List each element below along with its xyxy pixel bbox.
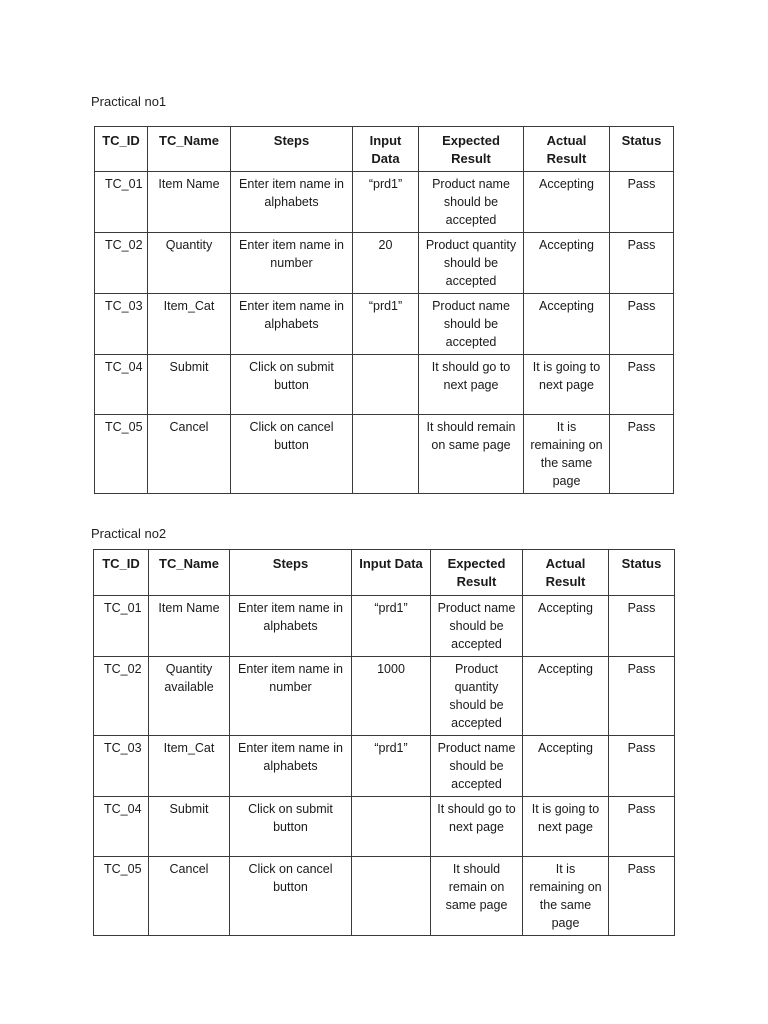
header-tc-name: TC_Name — [149, 550, 230, 596]
cell-actual-result: Accepting — [523, 736, 609, 797]
table-header-row — [95, 127, 674, 172]
cell-actual-result: It is remaining on the same page — [524, 415, 610, 494]
table-row — [94, 596, 675, 657]
cell-tc-name: Quantity — [148, 233, 231, 294]
cell-steps: Enter item name in alphabets — [230, 736, 352, 797]
cell-tc-name: Item_Cat — [148, 294, 231, 355]
cell-tc-name: Submit — [149, 797, 230, 857]
table-row — [94, 857, 675, 936]
header-expected-result: Expected Result — [419, 127, 524, 172]
cell-tc-id: TC_03 — [95, 294, 148, 355]
cell-steps: Enter item name in alphabets — [230, 596, 352, 657]
practical-2-title: Practical no2 — [91, 526, 167, 541]
cell-tc-id: TC_05 — [95, 415, 148, 494]
cell-status: Pass — [610, 415, 674, 494]
table-row — [94, 797, 675, 857]
table-row — [95, 355, 674, 415]
table-header-row — [94, 550, 675, 596]
cell-actual-result: It is going to next page — [523, 797, 609, 857]
header-status: Status — [610, 127, 674, 172]
cell-steps: Click on cancel button — [230, 857, 352, 936]
cell-tc-id: TC_01 — [94, 596, 149, 657]
cell-status: Pass — [609, 657, 675, 736]
practical-1-test-case-table — [94, 126, 674, 494]
table-row — [95, 294, 674, 355]
practical-2-test-case-table — [93, 549, 675, 936]
cell-tc-name: Cancel — [149, 857, 230, 936]
cell-expected-result: Product name should be accepted — [419, 294, 524, 355]
cell-expected-result: It should go to next page — [431, 797, 523, 857]
practical-1-title: Practical no1 — [91, 94, 167, 109]
header-input-data: Input Data — [353, 127, 419, 172]
cell-status: Pass — [610, 355, 674, 415]
cell-steps: Enter item name in number — [230, 657, 352, 736]
cell-status: Pass — [610, 233, 674, 294]
table-row — [94, 736, 675, 797]
cell-tc-id: TC_02 — [95, 233, 148, 294]
cell-tc-name: Quantity available — [149, 657, 230, 736]
header-expected-result: Expected Result — [431, 550, 523, 596]
table-row — [95, 233, 674, 294]
cell-actual-result: Accepting — [524, 172, 610, 233]
cell-steps: Enter item name in alphabets — [231, 172, 353, 233]
cell-tc-id: TC_02 — [94, 657, 149, 736]
cell-expected-result: Product name should be accepted — [419, 172, 524, 233]
cell-status: Pass — [609, 736, 675, 797]
cell-expected-result: Product name should be accepted — [431, 736, 523, 797]
cell-tc-id: TC_01 — [95, 172, 148, 233]
cell-status: Pass — [609, 857, 675, 936]
cell-status: Pass — [610, 172, 674, 233]
cell-expected-result: Product name should be accepted — [431, 596, 523, 657]
cell-steps: Enter item name in number — [231, 233, 353, 294]
cell-status: Pass — [609, 797, 675, 857]
header-tc-name: TC_Name — [148, 127, 231, 172]
cell-expected-result: It should go to next page — [419, 355, 524, 415]
cell-expected-result: Product quantity should be accepted — [419, 233, 524, 294]
table-row — [95, 172, 674, 233]
cell-actual-result: Accepting — [524, 233, 610, 294]
cell-expected-result: It should remain on same page — [419, 415, 524, 494]
cell-steps: Click on cancel button — [231, 415, 353, 494]
cell-status: Pass — [609, 596, 675, 657]
header-steps: Steps — [231, 127, 353, 172]
header-tc-id: TC_ID — [94, 550, 149, 596]
cell-tc-id: TC_03 — [94, 736, 149, 797]
header-actual-result: Actual Result — [524, 127, 610, 172]
cell-tc-name: Item_Cat — [149, 736, 230, 797]
cell-input-data — [353, 355, 419, 415]
cell-input-data: “prd1” — [353, 294, 419, 355]
header-tc-id: TC_ID — [95, 127, 148, 172]
cell-input-data: “prd1” — [352, 596, 431, 657]
cell-actual-result: It is going to next page — [524, 355, 610, 415]
header-actual-result: Actual Result — [523, 550, 609, 596]
cell-actual-result: It is remaining on the same page — [523, 857, 609, 936]
table-row — [94, 657, 675, 736]
header-status: Status — [609, 550, 675, 596]
cell-tc-name: Item Name — [149, 596, 230, 657]
cell-input-data: 1000 — [352, 657, 431, 736]
cell-tc-id: TC_04 — [95, 355, 148, 415]
cell-input-data — [352, 857, 431, 936]
cell-status: Pass — [610, 294, 674, 355]
cell-input-data — [352, 797, 431, 857]
header-steps: Steps — [230, 550, 352, 596]
cell-tc-name: Cancel — [148, 415, 231, 494]
cell-tc-id: TC_04 — [94, 797, 149, 857]
cell-expected-result: It should remain on same page — [431, 857, 523, 936]
cell-actual-result: Accepting — [523, 657, 609, 736]
cell-actual-result: Accepting — [523, 596, 609, 657]
cell-steps: Click on submit button — [231, 355, 353, 415]
cell-input-data: 20 — [353, 233, 419, 294]
cell-input-data: “prd1” — [353, 172, 419, 233]
cell-tc-name: Submit — [148, 355, 231, 415]
header-input-data: Input Data — [352, 550, 431, 596]
cell-steps: Enter item name in alphabets — [231, 294, 353, 355]
cell-input-data: “prd1” — [352, 736, 431, 797]
cell-tc-name: Item Name — [148, 172, 231, 233]
cell-tc-id: TC_05 — [94, 857, 149, 936]
table-row — [95, 415, 674, 494]
cell-expected-result: Product quantity should be accepted — [431, 657, 523, 736]
cell-steps: Click on submit button — [230, 797, 352, 857]
cell-input-data — [353, 415, 419, 494]
cell-actual-result: Accepting — [524, 294, 610, 355]
